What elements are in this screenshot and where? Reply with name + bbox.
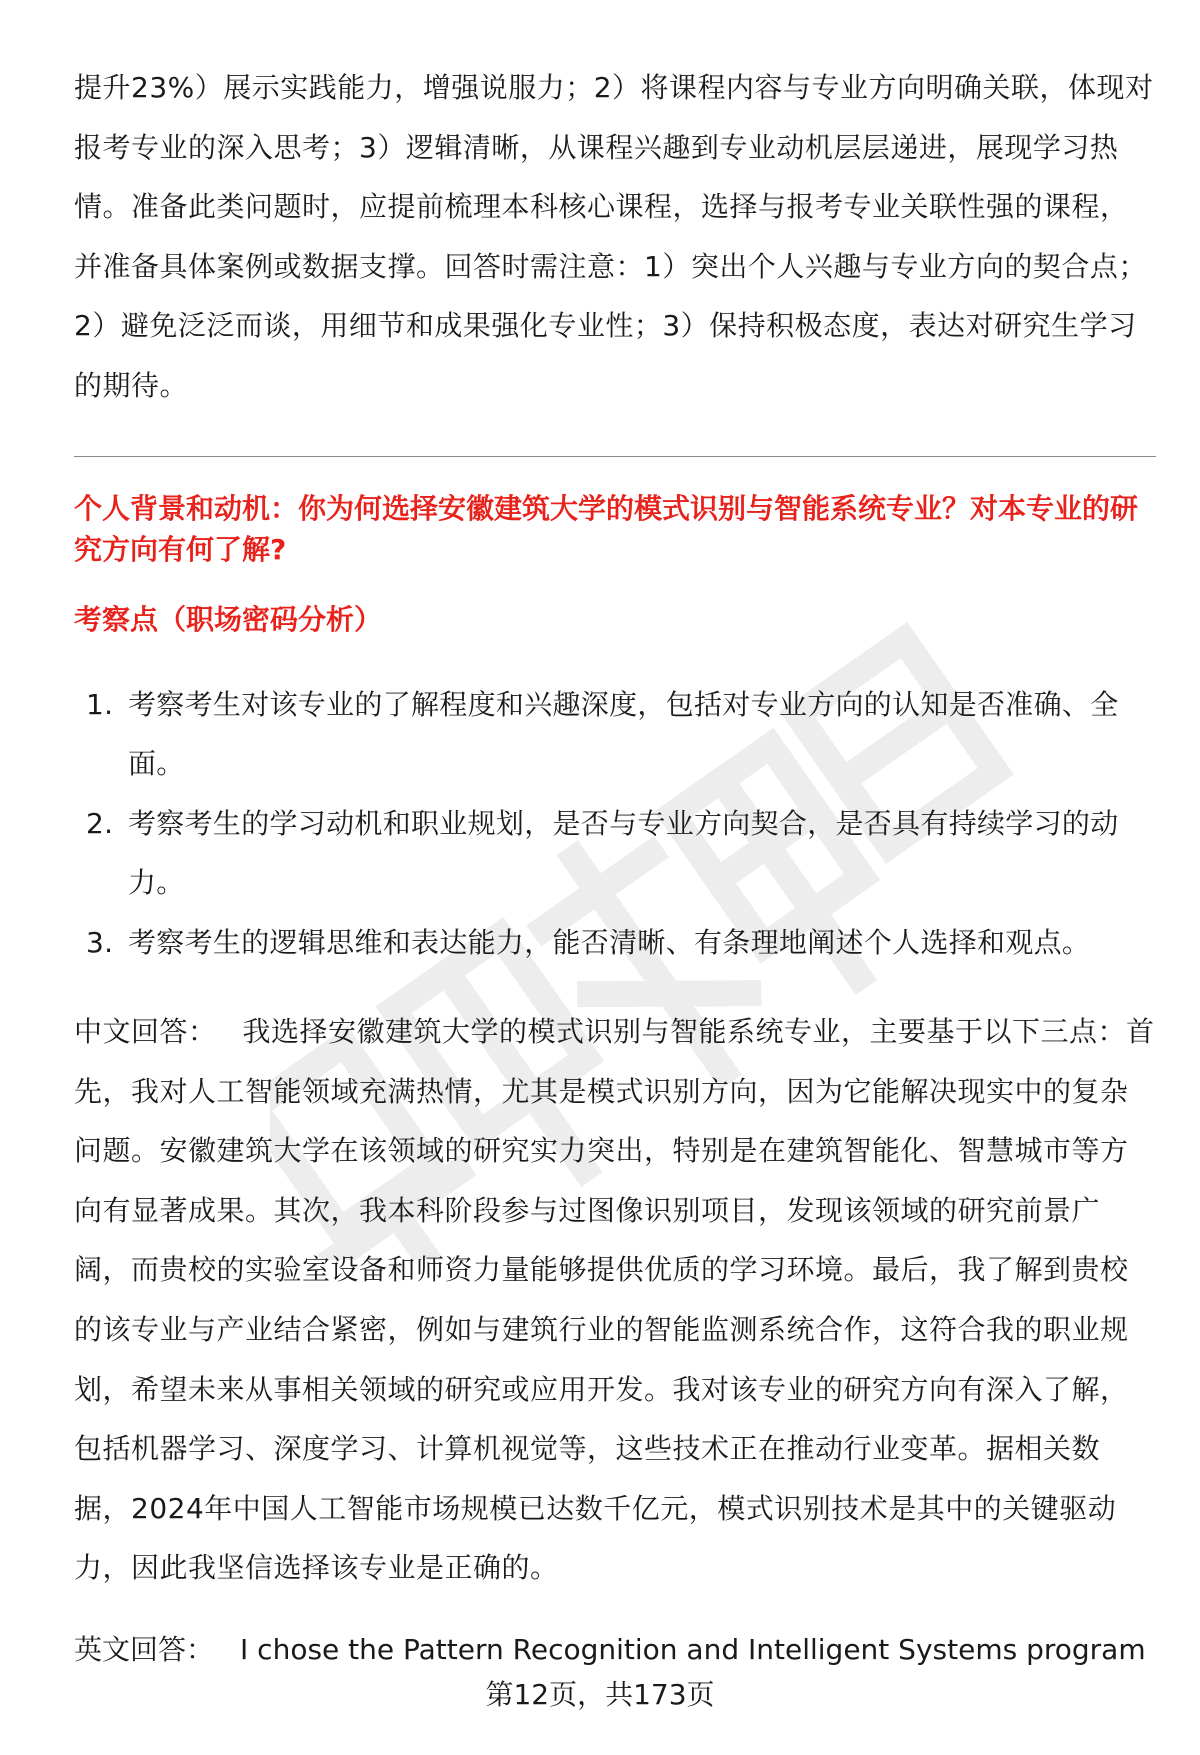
english-answer-label: 英文回答： bbox=[74, 1633, 215, 1666]
list-item bbox=[74, 913, 1156, 972]
chinese-answer bbox=[74, 1002, 1156, 1598]
chinese-answer-text: 我选择安徽建筑大学的模式识别与智能系统专业，主要基于以下三点：首先，我对人工智能领域充满热情，尤其是模式识别方向，因为它能解决现实中的复杂问题。安徽建筑大学在该领域的研究实力突出，特别是在建筑智能化、智慧城市等方向有显著成果。其次，我本科阶段参与过图像识别项目，发现该领域的研究前景广阔，而贵校的实验室设备和师资力量能够提供优质的学习环境。最后，我了解到贵校的该专业与产业结合紧密，例如与建筑行业的智能监测系统合作，这符合我的职业规划，希望未来从事相关领域的研究或应用开发。我对该专业的研究方向有深入了解，包括机器学习、深度学习、计算机视觉等，这些技术正在推动行业变革。据相关数据，2024年中国人工智能市场规模已达数千亿元，模式识别技术是其中的关键驱动力，因此我坚信选择该专业是正确的。 bbox=[74, 1015, 1155, 1585]
list-item-number: 1. bbox=[86, 688, 114, 721]
list-item-number: 2. bbox=[86, 807, 114, 840]
english-answer bbox=[74, 1625, 1174, 1675]
list-item bbox=[74, 675, 1156, 793]
section-divider bbox=[74, 456, 1156, 457]
list-item bbox=[74, 794, 1156, 912]
exam-points-heading: 考察点（职场密码分析） bbox=[74, 603, 383, 636]
list-item-text: 考察考生的学习动机和职业规划，是否与专业方向契合，是否具有持续学习的动力。 bbox=[128, 807, 1119, 899]
list-item-text: 考察考生的逻辑思维和表达能力，能否清晰、有条理地阐述个人选择和观点。 bbox=[128, 926, 1091, 959]
exam-points-list bbox=[74, 675, 1156, 973]
chinese-answer-label: 中文回答： bbox=[74, 1015, 217, 1048]
question-heading: 个人背景和动机：你为何选择安徽建筑大学的模式识别与智能系统专业？对本专业的研究方向有何了解? bbox=[74, 492, 1139, 566]
english-answer-text: I chose the Pattern Recognition and Intelligent Systems program bbox=[240, 1633, 1146, 1666]
intro-paragraph: 提升23%）展示实践能力，增强说服力；2）将课程内容与专业方向明确关联，体现对报考专业的深入思考；3）逻辑清晰，从课程兴趣到专业动机层层递进，展现学习热情。准备此类问题时，应提前梳理本科核心课程，选择与报考专业关联性强的课程，并准备具体案例或数据支撑。回答时需注意：1）突出个人兴趣与专业方向的契合点；2）避免泛泛而谈，用细节和成果强化专业性；3）保持积极态度，表达对研究生学习的期待。 bbox=[74, 71, 1154, 402]
page-number-footer: 第12页，共173页 bbox=[485, 1678, 715, 1711]
list-item-number: 3. bbox=[86, 926, 114, 959]
list-item-text: 考察考生对该专业的了解程度和兴趣深度，包括对专业方向的认知是否准确、全面。 bbox=[128, 688, 1119, 780]
